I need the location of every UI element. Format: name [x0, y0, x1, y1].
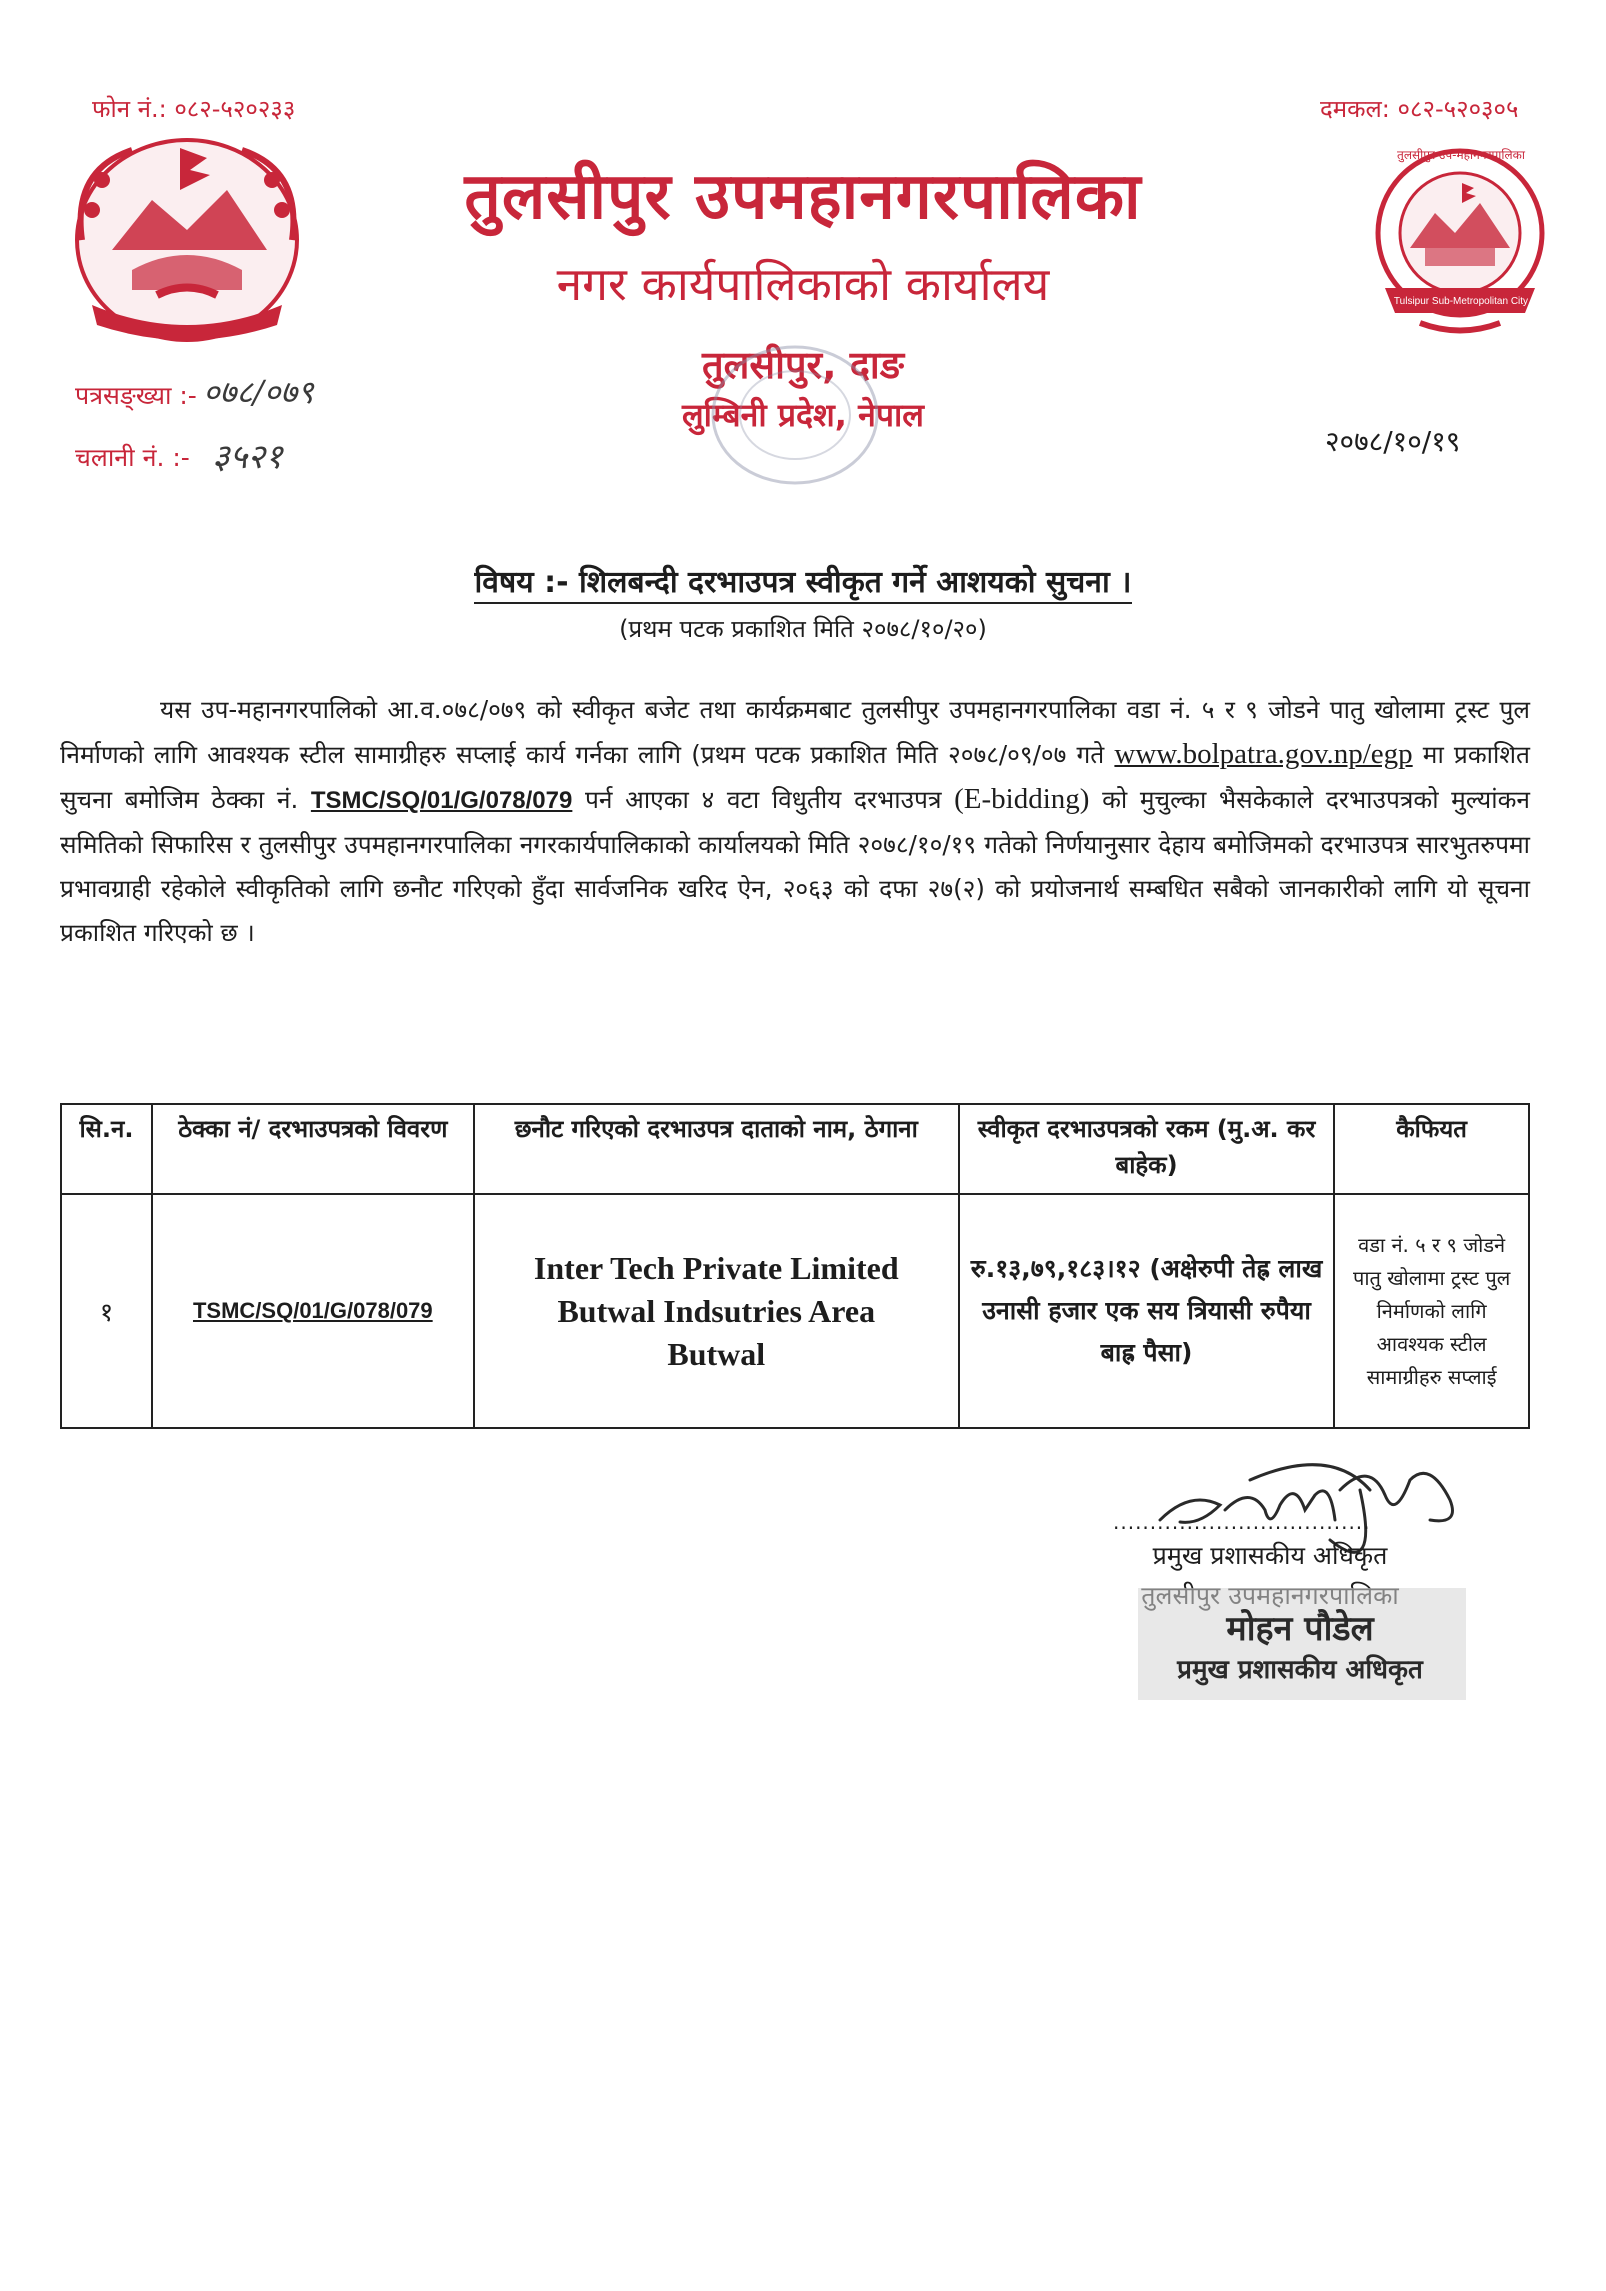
- office-subtitle: नगर कार्यपालिकाको कार्यालय: [556, 257, 1050, 311]
- address-line2: लुम्बिनी प्रदेश, नेपाल: [681, 396, 925, 434]
- subject-heading: [0, 560, 1606, 601]
- phone-number: फोन नं.: ०८२-५२०२३३: [92, 95, 296, 123]
- fire-number: दमकल: ०८२-५२०३०५: [1320, 95, 1519, 123]
- address-line1: तुलसीपुर, दाङ: [702, 343, 904, 387]
- bidder-address: Butwal Indsutries Area: [557, 1292, 876, 1329]
- office-stamp: [705, 340, 885, 490]
- contract-number: TSMC/SQ/01/G/078/079: [192, 1298, 433, 1323]
- cell-remarks: वडा नं. ५ र ९ जोडने पातु खोलामा ट्रस्ट पुल निर्माणको लागि आवश्यक स्टील सामाग्रीहरु सप्लाई: [1334, 1194, 1529, 1428]
- body-part-3: पर्न आएका ४ वटा विधुतीय दरभाउपत्र: [585, 785, 942, 814]
- cell-amount: रु.१३,७९,१८३।१२ (अक्षेरुपी तेह्र लाख उनासी हजार एक सय त्रियासी रुपैया बाह्र पैसा): [959, 1194, 1334, 1428]
- subject-note: (प्रथम पटक प्रकाशित मिति २०७८/१०/२०): [619, 615, 987, 643]
- subject-text: विषय :- शिलबन्दी दरभाउपत्र स्वीकृत गर्ने आशयको सुचना ।: [474, 565, 1131, 604]
- award-table: [60, 1103, 1530, 1429]
- header-contract: ठेक्का नं/ दरभाउपत्रको विवरण: [152, 1104, 474, 1194]
- header-remarks: कैफियत: [1334, 1104, 1529, 1194]
- body-part-1: यस उप-महानगरपालिको आ.व.०७८/०७९ को स्वीकृत बजेट तथा कार्यक्रमबाट तुलसीपुर उपमहानगरपालिका वडा नं. ५ र ९ जोडने पातु खोलामा ट्रस्ट पुल निर्माणको लागि आवश्यक स्टील सामाग्रीहरु सप्लाई कार्य गर्नका लागि (प्रथम पटक प्रकाशित मिति २०७८/०९/०७ गते: [60, 695, 1530, 769]
- office-title: तुलसीपुर उपमहानगरपालिका: [464, 160, 1142, 234]
- patra-value: ०७८/०७९: [203, 373, 314, 411]
- header-amount: स्वीकृत दरभाउपत्रको रकम (मु.अ. कर बाहेक): [959, 1104, 1334, 1194]
- chalani-value: ३५२१: [212, 437, 283, 477]
- body-part-4: को मुचुल्का भैसकेकाले दरभाउपत्रको मुल्यांकन समितिको सिफारिस र तुलसीपुर उपमहानगरपालिका नगरकार्यपालिकाको कार्यालयको मिति २०७८/१०/१९ गतेको निर्णयानुसार देहाय बमोजिमको दरभाउपत्र सारभुतरुपमा प्रभावग्राही रहेकोले स्वीकृतिको लागि छनौट गरिएको हुँदा सार्वजनिक खरिद ऐन, २०६३ को दफा २७(२) को प्रयोजनार्थ सम्बधित सबैको जानकारीको लागि यो सूचना प्रकाशित गरिएको छ ।: [60, 785, 1530, 947]
- notice-body: [60, 688, 1530, 955]
- signatory-title: प्रमुख प्रशासकीय अधिकृत: [1152, 1541, 1388, 1570]
- letter-date: २०७८/१०/१९: [1325, 425, 1461, 458]
- seal-bottom-text: Tulsipur Sub-Metropolitan City: [1393, 296, 1529, 307]
- cell-bidder: [474, 1194, 959, 1428]
- chalani-label: चलानी नं. :-: [75, 443, 190, 472]
- bidder-name: Inter Tech Private Limited: [533, 1249, 899, 1286]
- cell-contract: [152, 1194, 474, 1428]
- cell-sn: १: [61, 1194, 152, 1428]
- seal-top-text: तुलसीपुर उप-महानगरपालिका: [1397, 148, 1525, 162]
- contract-ref: TSMC/SQ/01/G/078/079: [310, 787, 573, 814]
- signature-dots: ...................................: [1113, 1510, 1371, 1534]
- stamp-title: प्रमुख प्रशासकीय अधिकृत: [1177, 1655, 1423, 1685]
- header-bidder: छनौट गरिएको दरभाउपत्र दाताको नाम, ठेगाना: [474, 1104, 959, 1194]
- patra-label: पत्रसङ्ख्या :-: [75, 381, 197, 410]
- bolpatra-link[interactable]: www.bolpatra.gov.np/egp: [1114, 738, 1413, 770]
- table-row: [61, 1194, 1529, 1428]
- bidder-city: Butwal: [667, 1335, 766, 1372]
- table-header-row: [61, 1104, 1529, 1194]
- ebidding-text: (E-bidding): [954, 783, 1090, 815]
- header-sn: सि.न.: [61, 1104, 152, 1194]
- stamp-name: मोहन पौडेल: [1226, 1609, 1374, 1649]
- body-part-2: मा प्रकाशित सुचना बमोजिम ठेक्का नं.: [60, 740, 1530, 814]
